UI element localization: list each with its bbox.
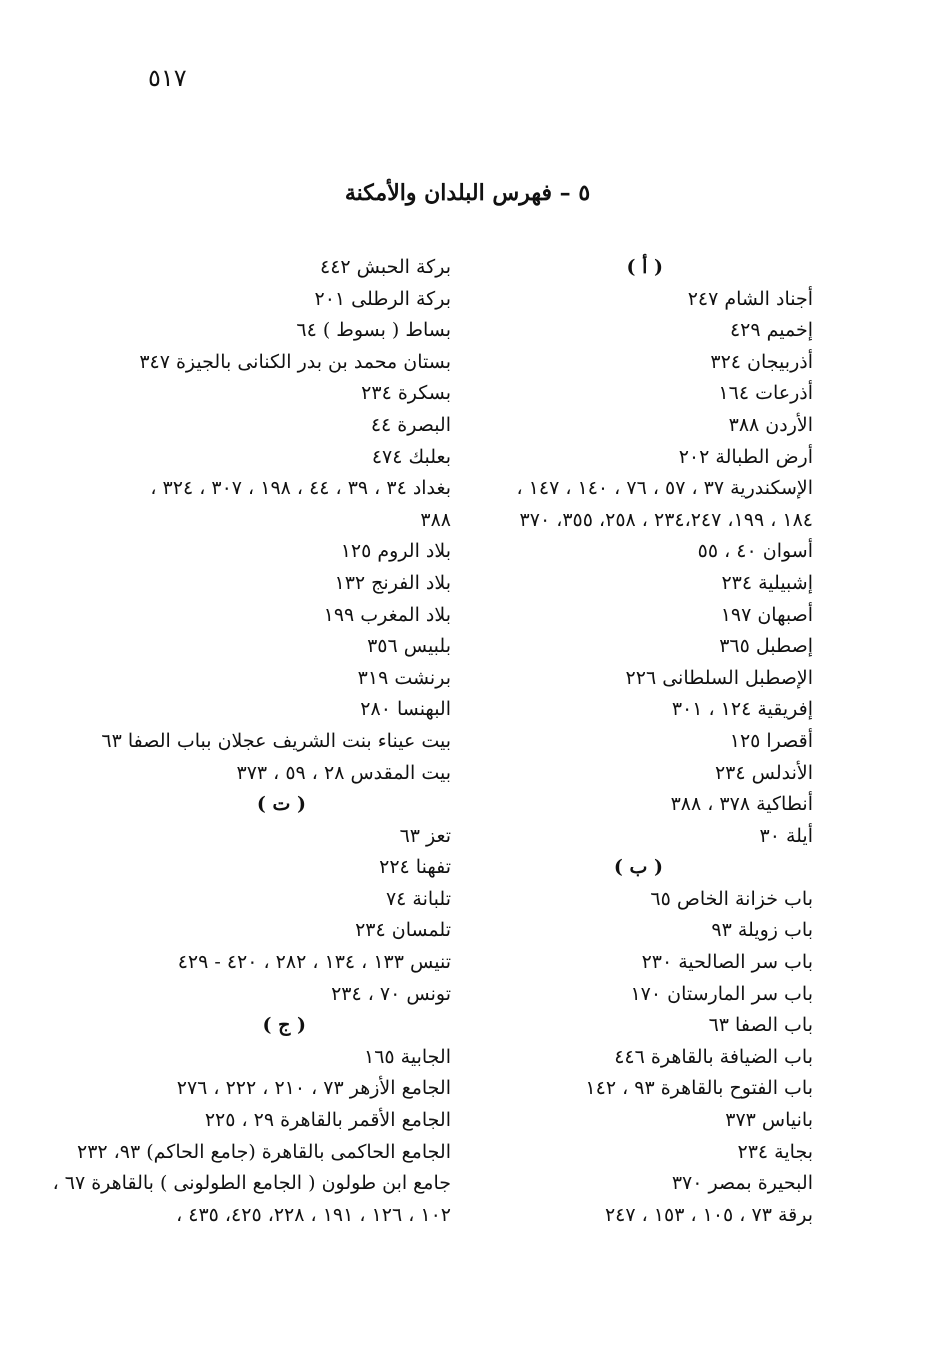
index-entry: تلبانة ٧٤: [385, 887, 451, 910]
index-entry: بانياس ٣٧٣: [725, 1109, 813, 1132]
index-entry: الجامع الحاكمى بالقاهرة (جامع الحاكم) ٩٣، ٢٣٢: [76, 1140, 451, 1163]
index-entry: أذربيجان ٣٢٤: [710, 350, 813, 373]
index-entry: بيت المقدس ٢٨ ، ٥٩ ، ٣٧٣: [236, 761, 451, 784]
index-entry: إخميم ٤٢٩: [729, 319, 813, 342]
index-title: ٥ – فهرس البلدان والأمكنة: [344, 180, 591, 206]
index-entry: أذرعات ١٦٤: [718, 382, 813, 405]
index-entry: بركة الرطلى ٢٠١: [314, 287, 451, 310]
index-entry: باب الفتوح بالقاهرة ٩٣ ، ١٤٢: [585, 1077, 813, 1100]
index-entry: الجامع الأزهر ٧٣ ، ٢١٠ ، ٢٢٢ ، ٢٧٦: [176, 1077, 451, 1100]
index-entry: أيلة ٣٠: [759, 824, 813, 847]
index-entry: باب سر المارستان ١٧٠: [630, 982, 813, 1005]
index-entry: بلاد الفرنج ١٣٢: [334, 571, 451, 594]
index-entry: البحيرة بمصر ٣٧٠: [671, 1172, 813, 1195]
index-entry: بستان محمد بن بدر الكنانى بالجيزة ٣٤٧: [139, 350, 451, 373]
index-entry: البهنسا ٢٨٠: [360, 698, 451, 721]
index-entry: أصبهان ١٩٧: [720, 603, 813, 626]
index-entry: بركة الحبش ٤٤٢: [320, 256, 451, 278]
index-entry: باب سر الصالحية ٢٣٠: [641, 951, 813, 974]
index-entry: بجاية ٢٣٤: [737, 1140, 813, 1163]
index-column-left: [52, 252, 451, 1231]
index-entry: باب الضيافة بالقاهرة ٤٤٦: [614, 1045, 813, 1068]
section-header: ( ب ): [613, 856, 663, 879]
index-entry: جامع ابن طولون ( الجامع الطولونى ) بالقاهرة ٦٧ ،: [52, 1172, 451, 1195]
index-entry: الإسكندرية ٣٧ ، ٥٧ ، ٧٦ ، ١٤٠ ، ١٤٧ ،: [516, 477, 813, 500]
index-entry: بساط ( بسوط ) ٦٤: [296, 319, 451, 342]
index-entry: أرض الطبالة ٢٠٢: [678, 445, 813, 468]
index-entry: أسوان ٤٠ ، ٥٥: [697, 540, 813, 563]
index-entry: إصطبل ٣٦٥: [719, 635, 813, 658]
index-entry-continuation: ١٠٢ ، ١٢٦ ، ١٩١ ، ٢٢٨، ٤٢٥، ٤٣٥ ،: [176, 1203, 451, 1226]
section-header: ( أ ): [626, 256, 663, 278]
index-entry: تونس ٧٠ ، ٢٣٤: [331, 982, 451, 1005]
index-entry: إشبيلية ٢٣٤: [721, 571, 813, 594]
index-entry: أنطاكية ٣٧٨ ، ٣٨٨: [670, 793, 813, 816]
index-entry: بعلبك ٤٧٤: [371, 445, 451, 468]
index-entry: بلاد المغرب ١٩٩: [323, 603, 451, 626]
section-header: ( ت ): [256, 793, 306, 816]
index-entry: باب الصفا ٦٣: [708, 1014, 813, 1037]
index-entry: ١٨٤ ، ١٩٩، ٢٣٤،٢٤٧ ، ٢٥٨، ٣٥٥، ٣٧٠: [519, 508, 813, 531]
index-entry: بيت عيناء بنت الشريف عجلان بباب الصفا ٦٣: [101, 729, 451, 752]
index-entry: بلاد الروم ١٢٥: [340, 540, 451, 563]
index-entry: تفهنا ٢٢٤: [379, 856, 451, 879]
index-entry: برنشت ٣١٩: [357, 666, 451, 689]
index-entry: أقصرا ١٢٥: [729, 729, 813, 752]
index-entry: تعز ٦٣: [399, 824, 451, 847]
index-entry: الجامع الأقمر بالقاهرة ٢٩ ، ٢٢٥: [204, 1109, 451, 1132]
index-entry: بغداد ٣٤ ، ٣٩ ، ٤٤ ، ١٩٨ ، ٣٠٧ ، ٣٢٤ ،: [150, 477, 451, 500]
index-entry: الجابية ١٦٥: [364, 1045, 451, 1068]
index-entry: الأردن ٣٨٨: [728, 413, 813, 436]
index-column-right: [473, 252, 813, 1231]
index-entry: بسكرة ٢٣٤: [361, 382, 451, 405]
index-entry: باب زويلة ٩٣: [711, 919, 813, 942]
index-entry-continuation: ٣٨٨: [420, 508, 451, 531]
page-number: ٥١٧: [148, 64, 187, 92]
index-entry: إفريقية ١٢٤ ، ٣٠١: [671, 698, 813, 721]
index-entry: البصرة ٤٤: [370, 413, 451, 436]
section-header: ( ج ): [262, 1014, 306, 1037]
index-entry: برقة ٧٣ ، ١٠٥ ، ١٥٣ ، ٢٤٧: [604, 1203, 813, 1226]
index-entry: الأندلس ٢٣٤: [714, 761, 813, 784]
index-entry: أجناد الشام ٢٤٧: [687, 287, 813, 310]
index-entry: باب خزانة الخاص ٦٥: [650, 887, 813, 910]
index-entry: تلمسان ٢٣٤: [355, 919, 451, 942]
index-entry: تنيس ١٣٣ ، ١٣٤ ، ٢٨٢ ، ٤٢٠ - ٤٢٩: [177, 951, 451, 974]
index-entry: الإصطبل السلطانى ٢٢٦: [625, 666, 813, 689]
index-entry: بلبيس ٣٥٦: [367, 635, 451, 658]
